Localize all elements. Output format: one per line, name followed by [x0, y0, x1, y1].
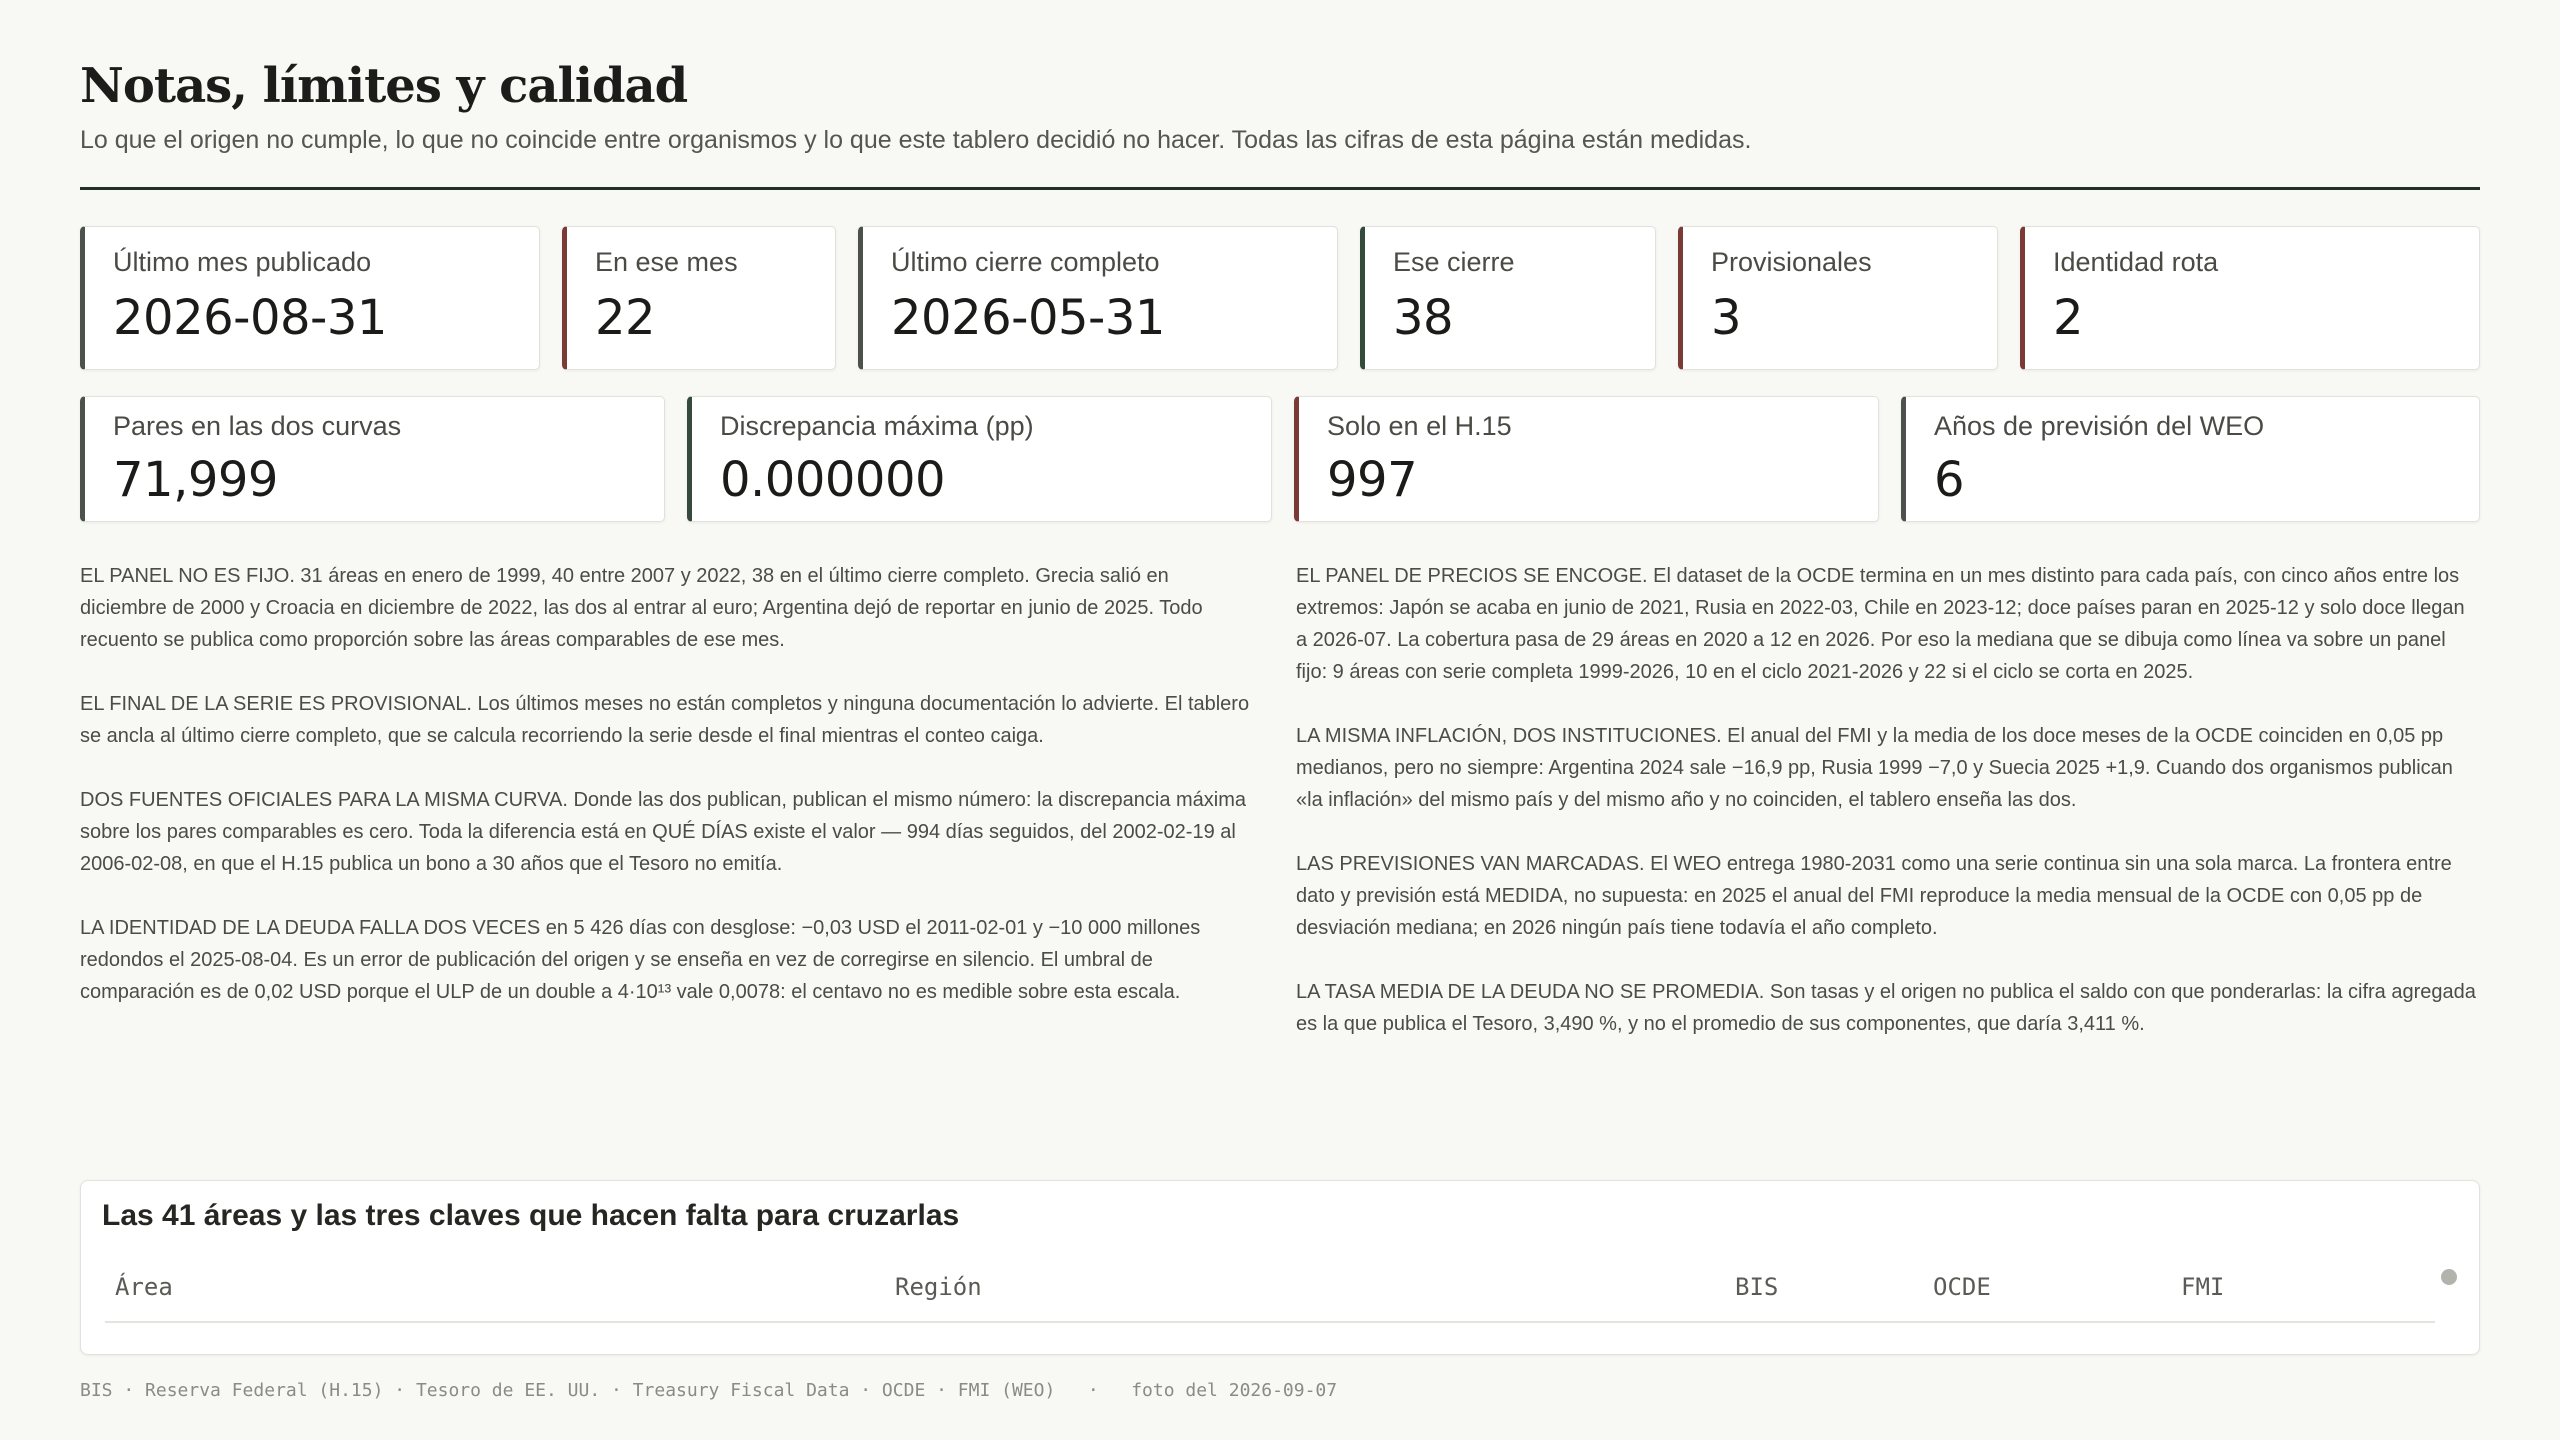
notes-page — [80, 0, 2480, 1440]
footer-separator: · — [1087, 1380, 1099, 1401]
kpi-row-1 — [80, 226, 2480, 370]
note-paragraph: EL PANEL DE PRECIOS SE ENCOGE. El dataset de la OCDE termina en un mes distinto para cada país, con cinco años entre los extremos: Japón se acaba en junio de 2021, Rusia en 2022-03, Chile en 2023-12; doce países paran en 2025-12 y solo doce llegan a 2026-07. La cobertura pasa de 29 áreas en 2020 a 12 en 2026. Por eso la mediana que se dibuja como línea va sobre un panel fijo: 9 áreas con serie completa 1999-2026, 10 en el ciclo 2021-2026 y 22 si el ciclo se corta en 2025. — [1296, 565, 2465, 683]
kpi-max-discrepancy — [687, 396, 1272, 522]
notes-right-column — [1296, 560, 2480, 1072]
kpi-value: 2026-08-31 — [113, 290, 387, 346]
kpi-value: 22 — [595, 290, 656, 346]
kpi-label: Identidad rota — [2053, 247, 2219, 277]
note-paragraph: EL FINAL DE LA SERIE ES PROVISIONAL. Los últimos meses no están completos y ninguna documentación lo advierte. El tablero se ancla al último cierre completo, que se calcula recorriendo la serie desde el final mientras el conteo caiga. — [80, 693, 1250, 747]
kpi-value: 0.000000 — [720, 452, 946, 508]
kpi-label: Provisionales — [1711, 247, 1872, 277]
note-paragraph: LA TASA MEDIA DE LA DEUDA NO SE PROMEDIA. Son tasas y el origen no publica el saldo con que ponderarlas: la cifra agregada es la que publica el Tesoro, 3,490 %, y no el promedio de sus componentes, que daría 3,411 %. — [1296, 981, 2476, 1035]
table-title: Las 41 áreas y las tres claves que hacen falta para cruzarlas — [102, 1199, 960, 1232]
kpi-label: Años de previsión del WEO — [1934, 411, 2265, 441]
kpi-label: Discrepancia máxima (pp) — [720, 411, 1034, 441]
note-paragraph: LA MISMA INFLACIÓN, DOS INSTITUCIONES. El anual del FMI y la media de los doce meses de la OCDE coinciden en 0,05 pp medianos, pero no siempre: Argentina 2024 sale −16,9 pp, Rusia 1999 −7,0 y Suecia 2025 +1,9. Cuando dos organismos publican «la inflación» del mismo país y del mismo año y no coinciden, el tablero enseña las dos. — [1296, 725, 2453, 811]
kpi-only-h15 — [1294, 396, 1879, 522]
column-header-ocde[interactable]: OCDE — [1933, 1273, 1991, 1301]
kpi-last-month — [80, 226, 540, 370]
kpi-label: Pares en las dos curvas — [113, 411, 402, 441]
kpi-in-that-month — [562, 226, 836, 370]
kpi-provisional — [1678, 226, 1998, 370]
areas-table-card[interactable] — [80, 1180, 2480, 1355]
kpi-value: 997 — [1327, 452, 1418, 508]
kpi-row-2 — [80, 396, 2480, 522]
kpi-value: 38 — [1393, 290, 1454, 346]
notes-left-column — [80, 560, 1250, 1040]
column-header-region[interactable]: Región — [895, 1273, 982, 1301]
column-header-bis[interactable]: BIS — [1735, 1273, 1779, 1301]
footer-sources: BIS · Reserva Federal (H.15) · Tesoro de EE. UU. · Treasury Fiscal Data · OCDE · FMI (WEO) — [80, 1380, 1056, 1401]
kpi-label: Solo en el H.15 — [1327, 411, 1512, 441]
kpi-value: 71,999 — [113, 452, 278, 508]
header-divider — [80, 187, 2480, 190]
page-subtitle: Lo que el origen no cumple, lo que no coincide entre organismos y lo que este tablero decidió no hacer. Todas las cifras de esta página están medidas. — [80, 126, 1752, 154]
kpi-value: 3 — [1711, 290, 1742, 346]
footer — [80, 1380, 1337, 1401]
scrollbar-thumb[interactable] — [2441, 1269, 2457, 1285]
kpi-last-complete-close — [858, 226, 1338, 370]
page-title: Notas, límites y calidad — [80, 58, 688, 114]
note-paragraph: LA IDENTIDAD DE LA DEUDA FALLA DOS VECES en 5 426 días con desglose: −0,03 USD el 2011-02-01 y −10 000 millones redondos el 2025-08-04. Es un error de publicación del origen y se enseña en vez de corregirse en silencio. El umbral de comparación es de 0,02 USD porque el ULP de un double a 4·10¹³ vale 0,0078: el centavo no es medible sobre esta escala. — [80, 917, 1201, 1003]
kpi-label: En ese mes — [595, 247, 738, 277]
kpi-that-close — [1360, 226, 1656, 370]
kpi-label: Último mes publicado — [113, 247, 372, 277]
kpi-label: Ese cierre — [1393, 247, 1515, 277]
table-header-row — [105, 1273, 2435, 1323]
kpi-value: 2026-05-31 — [891, 290, 1165, 346]
kpi-value: 6 — [1934, 452, 1965, 508]
column-header-fmi[interactable]: FMI — [2181, 1273, 2225, 1301]
column-header-area[interactable]: Área — [115, 1273, 173, 1301]
note-paragraph: EL PANEL NO ES FIJO. 31 áreas en enero de 1999, 40 entre 2007 y 2022, 38 en el último cierre completo. Grecia salió en diciembre de 2000 y Croacia en diciembre de 2022, las dos al entrar al euro; Argentina dejó de reportar en junio de 2025. Todo recuento se publica como proporción sobre las áreas comparables de ese mes. — [80, 565, 1203, 651]
kpi-weo-forecast-years — [1901, 396, 2480, 522]
note-paragraph: DOS FUENTES OFICIALES PARA LA MISMA CURVA. Donde las dos publican, publican el mismo número: la discrepancia máxima sobre los pares comparables es cero. Toda la diferencia está en QUÉ DÍAS existe el valor — 994 días seguidos, del 2002-02-19 al 2006-02-08, en que el H.15 publica un bono a 30 años que el Tesoro no emitía. — [80, 789, 1247, 875]
note-paragraph: LAS PREVISIONES VAN MARCADAS. El WEO entrega 1980-2031 como una serie continua sin una sola marca. La frontera entre dato y previsión está MEDIDA, no supuesta: en 2025 el anual del FMI reproduce la media mensual de la OCDE con 0,05 pp de desviación mediana; en 2026 ningún país tiene todavía el año completo. — [1296, 853, 2452, 939]
kpi-broken-identity — [2020, 226, 2480, 370]
kpi-value: 2 — [2053, 290, 2084, 346]
footer-snapshot: foto del 2026-09-07 — [1131, 1380, 1338, 1401]
kpi-label: Último cierre completo — [891, 247, 1160, 277]
kpi-pairs-both-curves — [80, 396, 665, 522]
